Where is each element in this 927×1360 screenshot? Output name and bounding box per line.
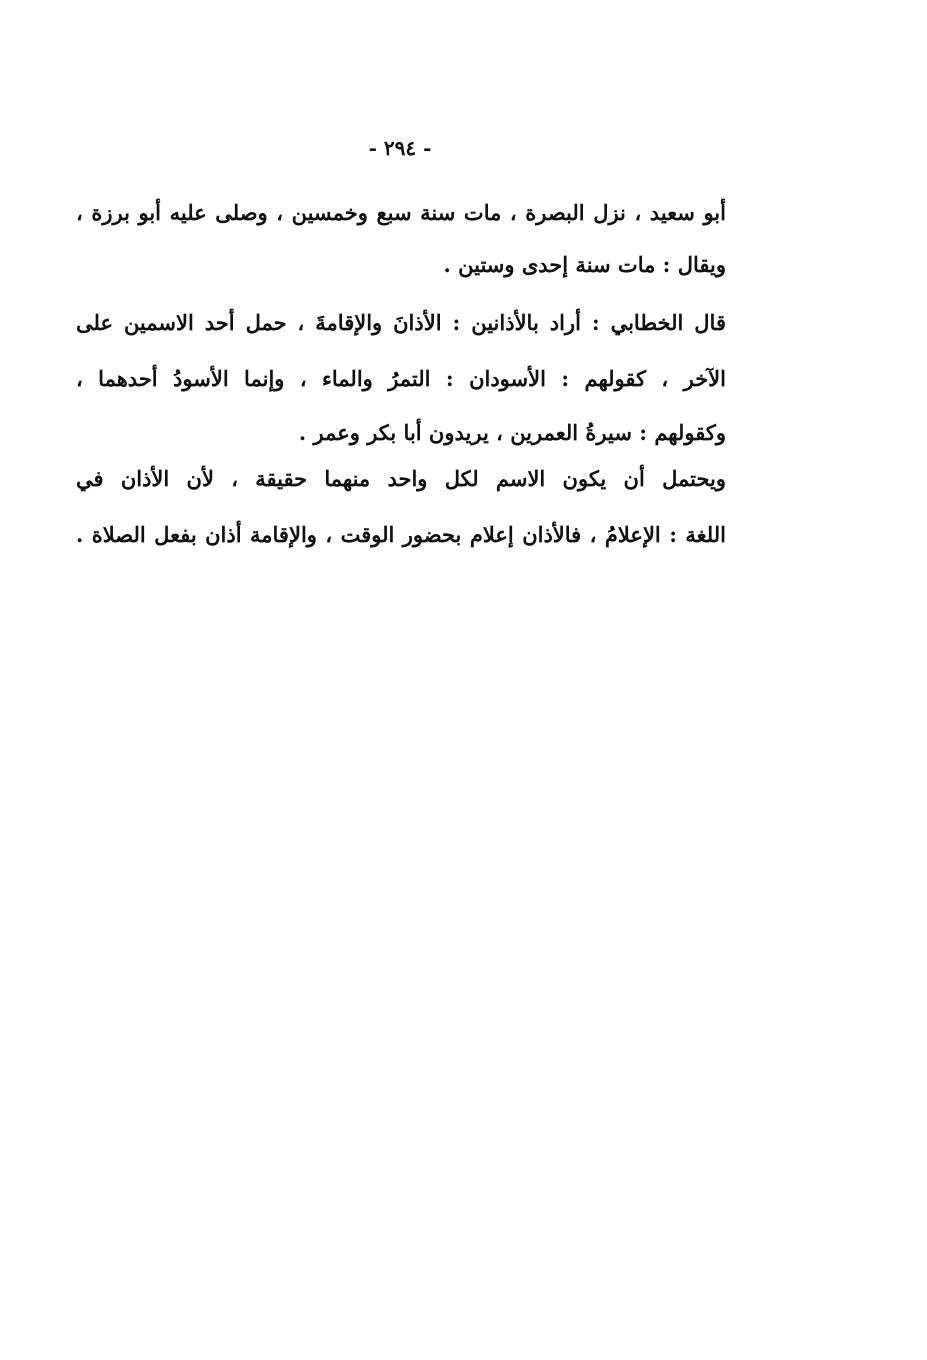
paragraph-line: الآخر ، كقولهم : الأسودان : التمرُ والماء ، وإنما الأسودُ أحدهما ،	[76, 366, 726, 391]
page-number: - ٢٩٤ -	[368, 136, 432, 160]
paragraph-line: اللغة : الإعلامُ ، فالأذان إعلام بحضور الوقت ، والإقامة أذان بفعل الصلاة .	[76, 522, 726, 547]
paragraph-line: أبو سعيد ، نزل البصرة ، مات سنة سبع وخمسين ، وصلى عليه أبو برزة ،	[76, 200, 726, 225]
paragraph-2	[76, 306, 726, 446]
paragraph-line: قال الخطابي : أراد بالأذانين : الأذانَ والإقامةَ ، حمل أحد الاسمين على	[76, 310, 726, 335]
paragraph-3	[76, 462, 726, 552]
paragraph-line: ويقال : مات سنة إحدى وستين .	[443, 252, 726, 277]
paragraph-1	[76, 196, 726, 276]
paragraph-line: ويحتمل أن يكون الاسم لكل واحد منهما حقيقة ، لأن الأذان في	[76, 466, 726, 491]
paragraph-line: وكقولهم : سيرةُ العمرين ، يريدون أبا بكر وعمر .	[298, 420, 726, 445]
